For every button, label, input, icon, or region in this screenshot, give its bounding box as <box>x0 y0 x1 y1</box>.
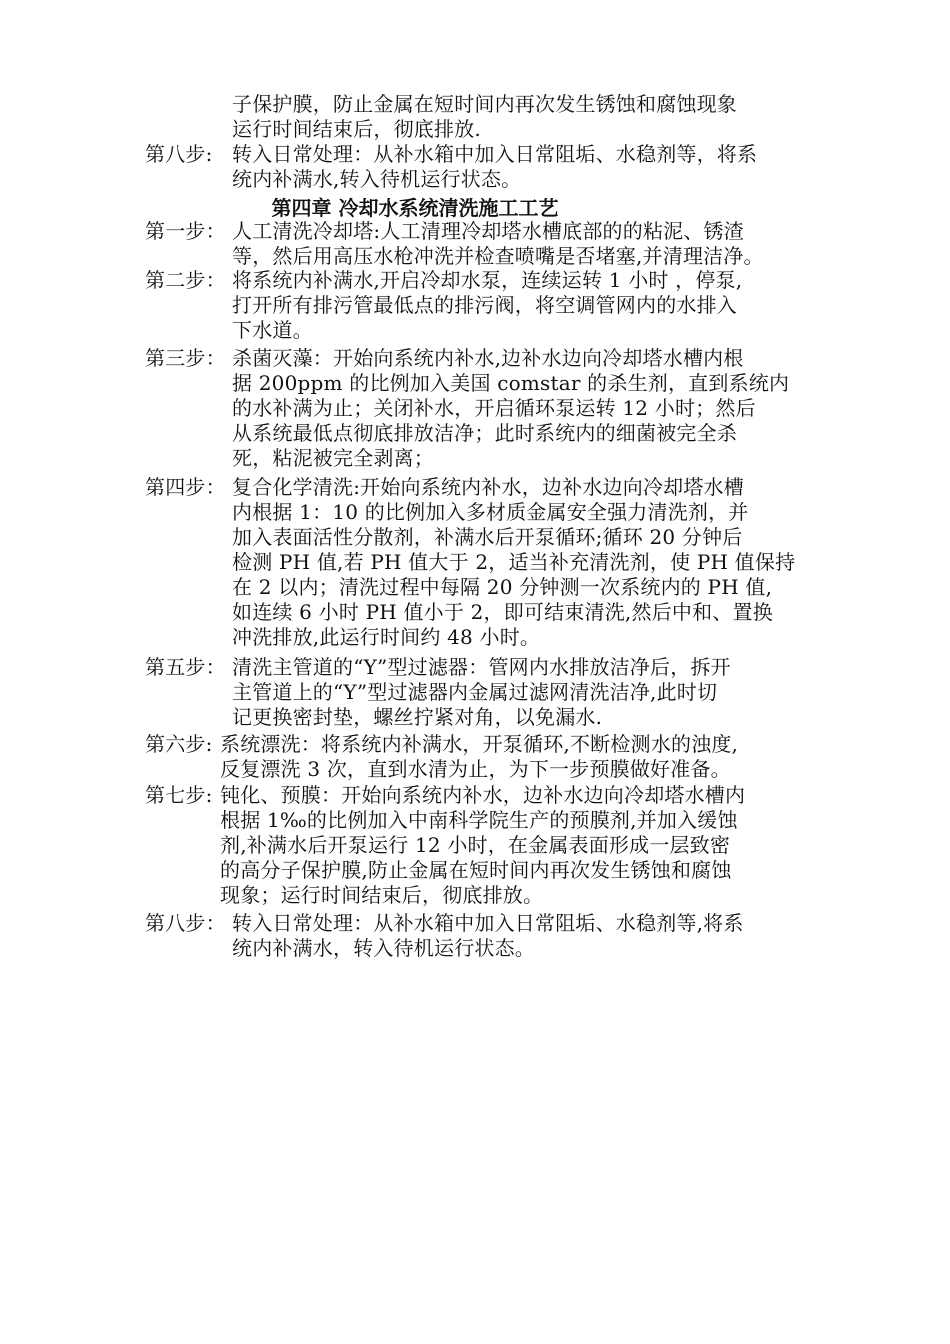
text-line: 冲洗排放,此运行时间约 48 小时。 <box>232 625 541 649</box>
step-body <box>232 911 744 961</box>
step-4 <box>145 475 825 650</box>
step-label: 第六步: <box>145 732 213 756</box>
step-item <box>145 142 825 192</box>
text-line: 统内补满水，转入待机运行状态。 <box>232 936 535 960</box>
text-line: 反复漂洗 3 次，直到水清为止，为下一步预膜做好准备。 <box>220 757 731 781</box>
step-label: 第八步： <box>145 911 226 935</box>
step-item <box>145 655 825 730</box>
step-label: 第二步： <box>145 268 226 292</box>
text-line: 死，粘泥被完全剥离； <box>232 446 434 470</box>
text-line: 在 2 以内；清洗过程中每隔 20 分钟测一次系统内的 PH 值, <box>232 575 773 599</box>
text-line: 打开所有排污管最低点的排污阀，将空调管网内的水排入 <box>232 293 737 317</box>
text-line: 转入日常处理：从补水箱中加入日常阻垢、水稳剂等，将系 <box>232 142 758 166</box>
step-item <box>145 219 825 269</box>
step-body <box>232 142 757 192</box>
step-6 <box>145 732 825 782</box>
text-line: 据 200ppm 的比例加入美国 comstar 的杀生剂，直到系统内 <box>232 371 790 395</box>
text-line: 杀菌灭藻：开始向系统内补水,边补水边向冷却塔水槽内根 <box>232 346 744 370</box>
text-line: 人工清洗冷却塔:人工清理冷却塔水槽底部的的粘泥、锈渣 <box>232 219 744 243</box>
step-1 <box>145 219 825 269</box>
text-line: 现象；运行时间结束后，彻底排放。 <box>220 883 544 907</box>
text-line: 复合化学清洗:开始向系统内补水，边补水边向冷却塔水槽 <box>232 475 744 499</box>
step-8 <box>145 911 825 961</box>
step-body <box>232 346 789 471</box>
step-item <box>145 732 825 782</box>
text-line: 清洗主管道的“Y”型过滤器：管网内水排放洁净后，拆开 <box>232 655 731 679</box>
chapter-title: 第四章 冷却水系统清洗施工工艺 <box>271 196 559 220</box>
text-line: 主管道上的“Y”型过滤器内金属过滤网清洗洁净,此时切 <box>232 680 718 704</box>
text-line: 运行时间结束后，彻底排放. <box>232 117 481 141</box>
step-label: 第一步： <box>145 219 226 243</box>
text-line: 的高分子保护膜,防止金属在短时间内再次发生锈蚀和腐蚀 <box>220 858 732 882</box>
text-line: 的水补满为止；关闭补水，开启循环泵运转 12 小时；然后 <box>232 396 756 420</box>
step-body <box>232 268 742 343</box>
step-label: 第三步： <box>145 346 226 370</box>
step-body <box>232 655 731 730</box>
step-body <box>232 219 764 269</box>
text-line: 下水道。 <box>232 318 313 342</box>
step-7 <box>145 783 825 908</box>
text-line: 剂,补满水后开泵运行 12 小时，在金属表面形成一层致密 <box>220 833 731 857</box>
step-label: 第七步: <box>145 783 213 807</box>
text-line: 转入日常处理：从补水箱中加入日常阻垢、水稳剂等,将系 <box>232 911 744 935</box>
step-body <box>220 783 745 908</box>
continuation-paragraph <box>232 92 812 142</box>
text-line: 记更换密封垫，螺丝拧紧对角，以免漏水. <box>232 705 603 729</box>
step-3 <box>145 346 825 471</box>
text-line: 检测 PH 值,若 PH 值大于 2，适当补充清洗剂，使 PH 值保持 <box>232 550 796 574</box>
step-2 <box>145 268 825 343</box>
text-line: 将系统内补满水,开启冷却水泵，连续运转 1 小时 ，停泵, <box>232 268 743 292</box>
text-line: 加入表面活性分散剂，补满水后开泵循环;循环 20 分钟后 <box>232 525 743 549</box>
step-item <box>145 346 825 471</box>
text-line: 系统漂洗：将系统内补满水，开泵循环,不断检测水的浊度, <box>220 732 739 756</box>
text-line: 等，然后用高压水枪冲洗并检查喷嘴是否堵塞,并清理洁净。 <box>232 244 764 268</box>
step-item <box>145 911 825 961</box>
step-body <box>220 732 738 782</box>
step-item <box>145 783 825 908</box>
step-item <box>145 268 825 343</box>
text-line: 从系统最低点彻底排放洁净；此时系统内的细菌被完全杀 <box>232 421 737 445</box>
step-item <box>145 475 825 650</box>
text-line: 钝化、预膜：开始向系统内补水，边补水边向冷却塔水槽内 <box>220 783 746 807</box>
text-line: 根据 1‰的比例加入中南科学院生产的预膜剂,并加入缓蚀 <box>220 808 738 832</box>
text-line: 子保护膜，防止金属在短时间内再次发生锈蚀和腐蚀现象 <box>232 92 737 116</box>
step-body <box>232 475 795 650</box>
step-label: 第五步： <box>145 655 226 679</box>
text-line: 内根据 1：10 的比例加入多材质金属安全强力清洗剂，并 <box>232 500 749 524</box>
step-before-eight <box>145 142 825 192</box>
text-line: 统内补满水,转入待机运行状态。 <box>232 167 522 191</box>
step-label: 第四步： <box>145 475 226 499</box>
step-5 <box>145 655 825 730</box>
text-line: 如连续 6 小时 PH 值小于 2，即可结束清洗,然后中和、置换 <box>232 600 773 624</box>
step-label: 第八步: <box>145 142 213 166</box>
